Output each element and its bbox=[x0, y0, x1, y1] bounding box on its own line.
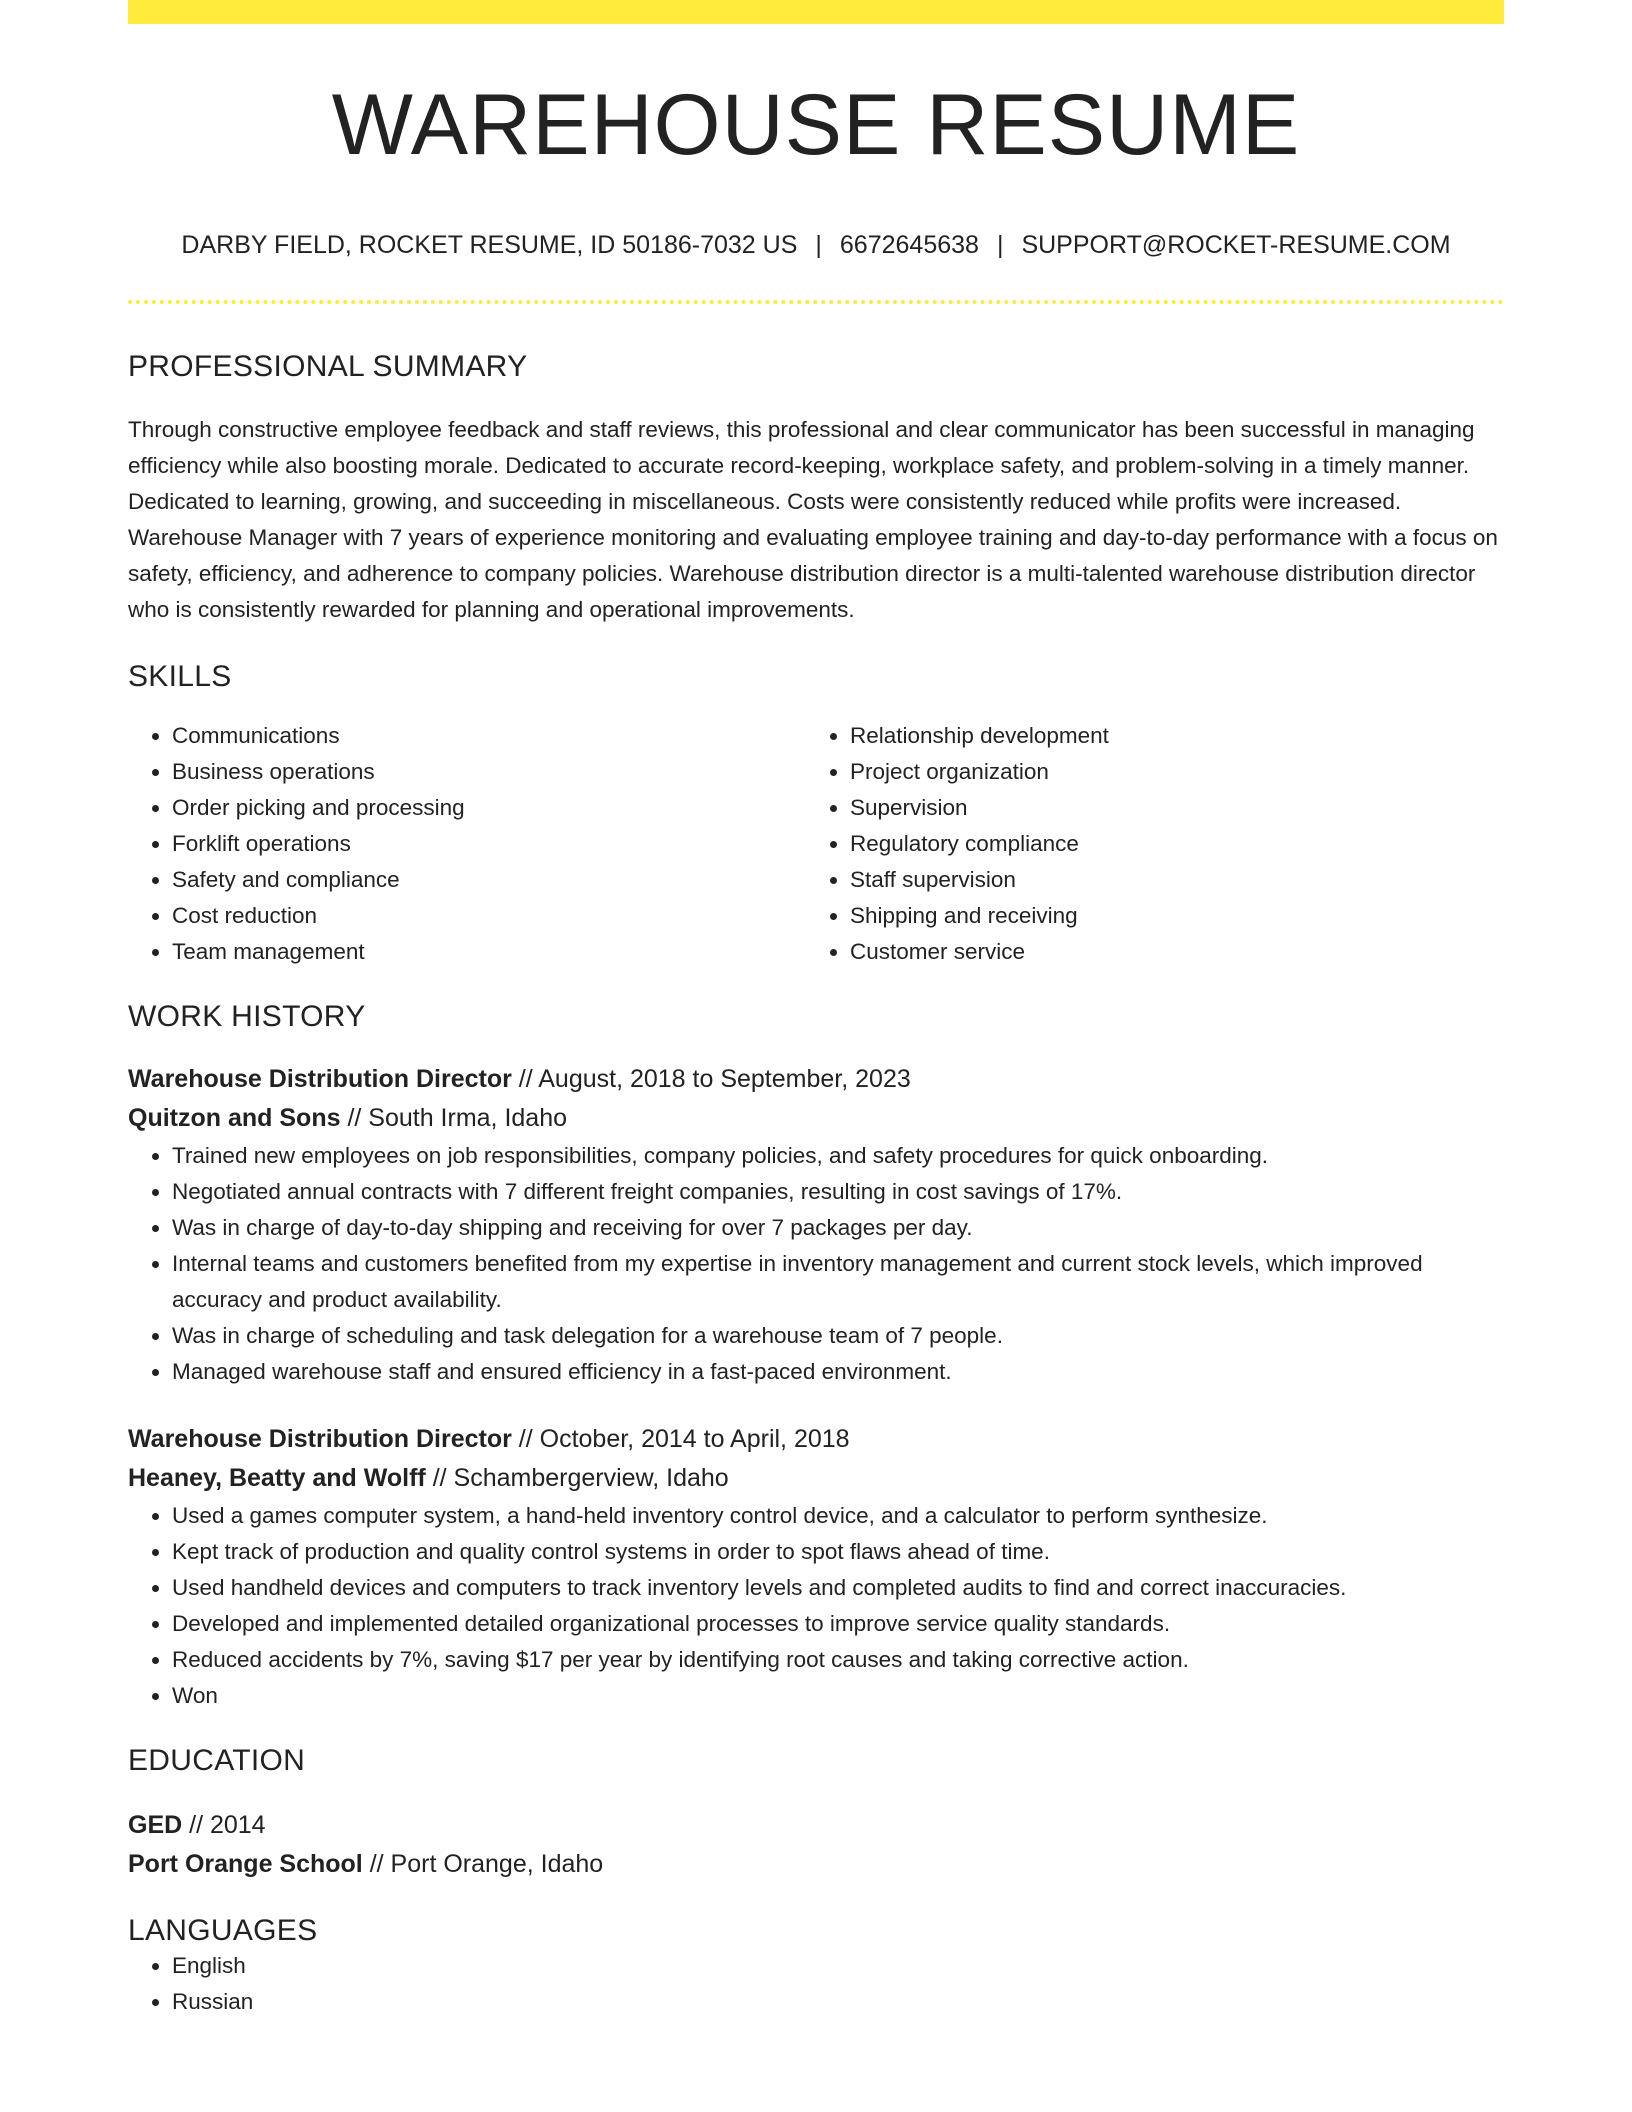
contact-line bbox=[128, 230, 1504, 260]
section-heading-summary: PROFESSIONAL SUMMARY bbox=[128, 350, 528, 383]
job-entry bbox=[128, 1420, 1504, 1714]
education-section bbox=[128, 1744, 1504, 1884]
section-heading-skills: SKILLS bbox=[128, 660, 232, 693]
section-heading-work: WORK HISTORY bbox=[128, 1000, 366, 1033]
job-bullet: • Developed and implemented detailed organizational processes to improve service quality standards. bbox=[172, 1606, 1504, 1642]
contact-address: DARBY FIELD, ROCKET RESUME, ID 50186-7032 US bbox=[181, 231, 798, 259]
skill-item: • Team management bbox=[172, 934, 806, 970]
work-history-section bbox=[128, 1000, 1504, 1714]
job-location: // South Irma, Idaho bbox=[340, 1104, 568, 1132]
section-heading-languages: LANGUAGES bbox=[128, 1914, 318, 1947]
job-bullet: • Was in charge of day-to-day shipping and receiving for over 7 packages per day. bbox=[172, 1210, 1504, 1246]
job-bullet: • Was in charge of scheduling and task delegation for a warehouse team of 7 people. bbox=[172, 1318, 1504, 1354]
education-location: // Port Orange, Idaho bbox=[362, 1850, 604, 1878]
skill-item: • Staff supervision bbox=[850, 862, 1484, 898]
contact-separator: | bbox=[996, 231, 1004, 259]
skills-list-left bbox=[128, 718, 806, 970]
job-company-line bbox=[128, 1459, 1504, 1498]
job-bullet: • Won bbox=[172, 1678, 1504, 1714]
job-company: Quitzon and Sons bbox=[128, 1104, 341, 1132]
dotted-divider bbox=[128, 300, 1504, 304]
skill-item: • Project organization bbox=[850, 754, 1484, 790]
job-entry bbox=[128, 1060, 1504, 1390]
resume-page bbox=[128, 0, 1504, 2020]
job-bullets bbox=[128, 1138, 1504, 1390]
section-heading-education: EDUCATION bbox=[128, 1744, 306, 1777]
job-bullet: • Reduced accidents by 7%, saving $17 per year by identifying root causes and taking corrective action. bbox=[172, 1642, 1504, 1678]
job-title: Warehouse Distribution Director bbox=[128, 1065, 512, 1093]
education-degree-line bbox=[128, 1806, 1504, 1845]
skill-item: • Communications bbox=[172, 718, 806, 754]
skills-column-right bbox=[806, 718, 1484, 970]
job-title-line bbox=[128, 1420, 1504, 1459]
job-bullet: • Negotiated annual contracts with 7 different freight companies, resulting in cost savings of 17%. bbox=[172, 1174, 1504, 1210]
education-school-line bbox=[128, 1845, 1504, 1884]
job-title: Warehouse Distribution Director bbox=[128, 1425, 512, 1453]
skill-item: • Relationship development bbox=[850, 718, 1484, 754]
skills-section bbox=[128, 660, 1504, 970]
language-item: • Russian bbox=[172, 1984, 1504, 2020]
education-entry bbox=[128, 1806, 1504, 1884]
contact-separator: | bbox=[815, 231, 822, 259]
job-company-line bbox=[128, 1099, 1504, 1138]
skills-grid bbox=[128, 718, 1504, 970]
skill-item: • Forklift operations bbox=[172, 826, 806, 862]
job-company: Heaney, Beatty and Wolff bbox=[128, 1464, 426, 1492]
education-school: Port Orange School bbox=[128, 1850, 363, 1878]
job-bullet: • Internal teams and customers benefited from my expertise in inventory management and current stock levels, which improved accuracy and product availability. bbox=[172, 1246, 1504, 1318]
education-degree: GED bbox=[128, 1811, 183, 1839]
job-location: // Schambergerview, Idaho bbox=[425, 1464, 729, 1492]
skill-item: • Shipping and receiving bbox=[850, 898, 1484, 934]
languages-list bbox=[128, 1948, 1504, 2020]
skill-item: • Regulatory compliance bbox=[850, 826, 1484, 862]
skill-item: • Cost reduction bbox=[172, 898, 806, 934]
job-bullet: • Kept track of production and quality control systems in order to spot flaws ahead of time. bbox=[172, 1534, 1504, 1570]
education-year: // 2014 bbox=[182, 1811, 266, 1839]
skills-column-left bbox=[128, 718, 806, 970]
languages-section bbox=[128, 1914, 1504, 2020]
job-title-line bbox=[128, 1060, 1504, 1099]
job-bullet: • Used a games computer system, a hand-held inventory control device, and a calculator to perform synthesize. bbox=[172, 1498, 1504, 1534]
contact-email: SUPPORT@ROCKET-RESUME.COM bbox=[1021, 231, 1451, 259]
skills-list-right bbox=[806, 718, 1484, 970]
skill-item: • Safety and compliance bbox=[172, 862, 806, 898]
job-dates: // August, 2018 to September, 2023 bbox=[511, 1065, 911, 1093]
resume-title: WAREHOUSE RESUME bbox=[331, 77, 1301, 173]
contact-phone: 6672645638 bbox=[839, 231, 979, 259]
skill-item: • Business operations bbox=[172, 754, 806, 790]
summary-text: Through constructive employee feedback and staff reviews, this professional and clear communicator has been successful in managing efficiency while also boosting morale. Dedicated to accurate record-keeping, workplace safety, and problem-solving in a timely manner. Dedicated to learning, growing, and succeeding in miscellaneous. Costs were consistently reduced while profits were increased. Warehouse Manager with 7 years of experience monitoring and evaluating employee training and day-to-day performance with a focus on safety, efficiency, and adherence to company policies. Warehouse distribution director is a multi-talented warehouse distribution director who is consistently rewarded for planning and operational improvements. bbox=[128, 417, 1498, 622]
summary-section bbox=[128, 350, 1504, 628]
language-item: • English bbox=[172, 1948, 1504, 1984]
accent-top-bar bbox=[128, 0, 1504, 24]
job-bullet: • Used handheld devices and computers to track inventory levels and completed audits to find and correct inaccuracies. bbox=[172, 1570, 1504, 1606]
job-bullets bbox=[128, 1498, 1504, 1714]
job-bullet: • Managed warehouse staff and ensured efficiency in a fast-paced environment. bbox=[172, 1354, 1504, 1390]
job-bullet: • Trained new employees on job responsibilities, company policies, and safety procedures for quick onboarding. bbox=[172, 1138, 1504, 1174]
skill-item: • Customer service bbox=[850, 934, 1484, 970]
skill-item: • Supervision bbox=[850, 790, 1484, 826]
job-dates: // October, 2014 to April, 2018 bbox=[511, 1425, 850, 1453]
skill-item: • Order picking and processing bbox=[172, 790, 806, 826]
